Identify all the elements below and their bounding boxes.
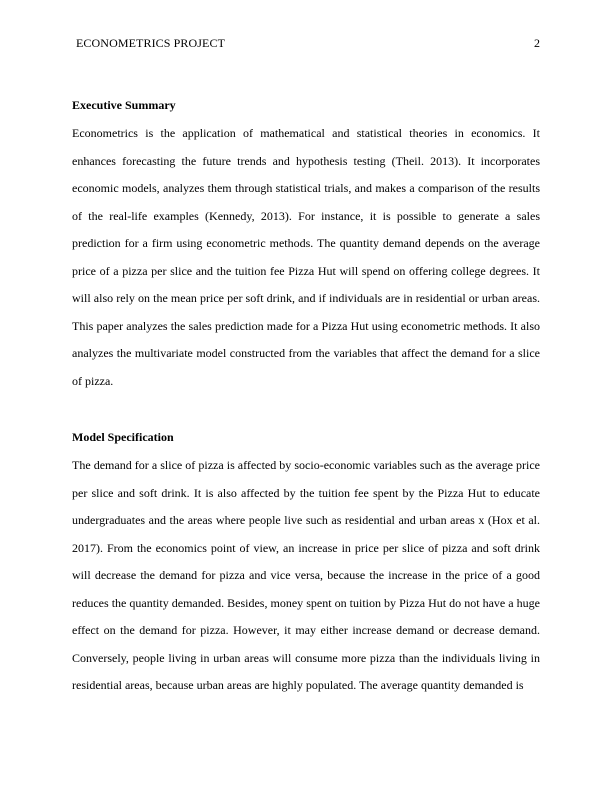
paragraph: Econometrics is the application of mathematical and statistical theories in economics. It enhances forecasting the future trends and hypothesis testing (Theil. 2013). It incorporates economic models, analyzes them through statistical trials, and makes a comparison of the results of the real-life examples (Kennedy, 2013). For instance, it is possible to generate a sales prediction for a firm using econometric methods. The quantity demand depends on the average price of a pizza per slice and the tuition fee Pizza Hut will spend on offering college degrees. It will also rely on the mean price per soft drink, and if individuals are in residential or urban areas. This paper analyzes the sales prediction made for a Pizza Hut using econometric methods. It also analyzes the multivariate model constructed from the variables that affect the demand for a slice of pizza.: [72, 126, 540, 388]
section-body-executive-summary: [72, 120, 540, 395]
section-body-model-specification: [72, 452, 540, 700]
section-heading-executive-summary: Executive Summary: [72, 98, 176, 112]
paragraph: The demand for a slice of pizza is affected by socio-economic variables such as the average price per slice and soft drink. It is also affected by the tuition fee spent by the Pizza Hut to educate undergraduates and the areas where people live such as residential and urban areas x (Hox et al. 2017). From the economics point of view, an increase in price per slice of pizza and soft drink will decrease the demand for pizza and vice versa, because the increase in the price of a good reduces the quantity demanded. Besides, money spent on tuition by Pizza Hut do not have a huge effect on the demand for pizza. However, it may either increase demand or decrease demand. Conversely, people living in urban areas will consume more pizza than the individuals living in residential areas, because urban areas are highly populated. The average quantity demanded is: [72, 458, 540, 692]
section-heading-model-specification: Model Specification: [72, 430, 174, 444]
page-number: 2: [534, 36, 540, 50]
running-head: ECONOMETRICS PROJECT: [76, 36, 226, 50]
